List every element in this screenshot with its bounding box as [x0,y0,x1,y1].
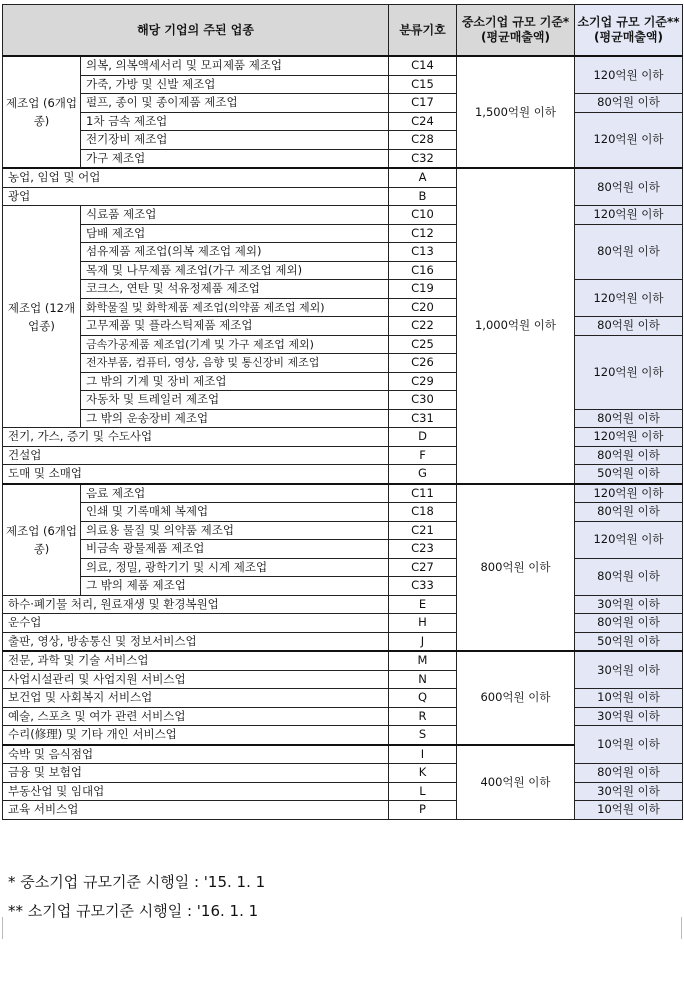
industry-code: S [389,726,457,745]
table-row [3,651,683,670]
industry-code: C14 [389,56,457,75]
industry-code: C28 [389,131,457,150]
medium-criteria: 800억원 이하 [457,484,575,652]
medium-criteria: 400억원 이하 [457,745,575,820]
industry-name: 인쇄 및 기록매체 복제업 [81,503,389,522]
header-small: 소기업 규모 기준** (평균매출액) [575,5,683,57]
industry-name: 광업 [3,187,389,206]
industry-code: C21 [389,521,457,540]
industry-name: 교육 서비스업 [3,801,389,820]
industry-name: 전문, 과학 및 기술 서비스업 [3,651,389,670]
small-criteria: 80억원 이하 [575,614,683,633]
industry-name: 가구 제조업 [81,149,389,168]
footnote-medium: * 중소기업 규모기준 시행일 : '15. 1. 1 [8,873,266,891]
industry-name: 비금속 광물제품 제조업 [81,540,389,559]
small-criteria: 80억원 이하 [575,224,683,280]
small-criteria: 120억원 이하 [575,112,683,168]
small-criteria: 30억원 이하 [575,782,683,801]
industry-code: C33 [389,577,457,596]
small-criteria: 120억원 이하 [575,206,683,225]
industry-name: 보건업 및 사회복지 서비스업 [3,689,389,708]
small-criteria: 30억원 이하 [575,651,683,689]
industry-name: 금융 및 보험업 [3,764,389,783]
industry-code: N [389,670,457,689]
medium-criteria: 1,500억원 이하 [457,56,575,168]
industry-name: 펄프, 종이 및 종이제품 제조업 [81,94,389,113]
industry-name: 의료, 정밀, 광학기기 및 시계 제조업 [81,558,389,577]
industry-code: B [389,187,457,206]
industry-code: C10 [389,206,457,225]
industry-name: 도매 및 소매업 [3,465,389,484]
industry-code: C32 [389,149,457,168]
industry-code: C30 [389,391,457,410]
header-medium: 중소기업 규모 기준* (평균매출액) [457,5,575,57]
small-criteria: 50억원 이하 [575,632,683,651]
industry-code: C18 [389,503,457,522]
table-row [3,726,683,745]
small-criteria: 10억원 이하 [575,726,683,764]
small-criteria: 30억원 이하 [575,595,683,614]
industry-code: A [389,168,457,187]
table-row [3,632,683,651]
small-criteria: 80억원 이하 [575,558,683,595]
small-criteria: 10억원 이하 [575,801,683,820]
industry-name: 출판, 영상, 방송통신 및 정보서비스업 [3,632,389,651]
table-row [3,224,683,243]
table-row [3,94,683,113]
industry-code: C16 [389,261,457,280]
table-row [3,56,683,75]
table-row [3,503,683,522]
industry-code: C19 [389,280,457,299]
small-criteria: 80억원 이하 [575,409,683,428]
industry-name: 고무제품 및 플라스틱제품 제조업 [81,317,389,336]
industry-name: 농업, 임업 및 어업 [3,168,389,187]
small-criteria: 50억원 이하 [575,465,683,484]
industry-code: Q [389,689,457,708]
header-code: 분류기호 [389,5,457,57]
industry-code: C22 [389,317,457,336]
industry-code: E [389,595,457,614]
table-row [3,465,683,484]
table-row [3,782,683,801]
small-criteria: 80억원 이하 [575,503,683,522]
industry-code: F [389,446,457,465]
industry-name: 전기, 가스, 증기 및 수도사업 [3,428,389,447]
industry-name: 전자부품, 컴퓨터, 영상, 음향 및 통신장비 제조업 [81,354,389,373]
table-row [3,707,683,726]
industry-name: 화학물질 및 화학제품 제조업(의약품 제조업 제외) [81,298,389,317]
small-criteria: 80억원 이하 [575,94,683,113]
table-row [3,614,683,633]
industry-name: 식료품 제조업 [81,206,389,225]
table-row [3,168,683,187]
table-row [3,689,683,708]
industry-name: 코크스, 연탄 및 석유정제품 제조업 [81,280,389,299]
industry-name: 그 밖의 기계 및 장비 제조업 [81,372,389,391]
group-label: 제조업 (12개업종) [3,206,81,428]
small-criteria: 120억원 이하 [575,335,683,409]
table-row [3,335,683,354]
industry-name: 섬유제품 제조업(의복 제조업 제외) [81,243,389,262]
industry-name: 그 밖의 제품 제조업 [81,577,389,596]
table-row [3,112,683,131]
industry-name: 전기장비 제조업 [81,131,389,150]
industry-code: D [389,428,457,447]
industry-code: C12 [389,224,457,243]
industry-name: 담배 제조업 [81,224,389,243]
industry-code: C29 [389,372,457,391]
small-criteria: 120억원 이하 [575,484,683,503]
industry-code: C17 [389,94,457,113]
table-row [3,409,683,428]
group-label: 제조업 (6개업종) [3,484,81,596]
medium-criteria: 600억원 이하 [457,651,575,745]
table-row [3,521,683,540]
medium-criteria: 1,000억원 이하 [457,168,575,484]
table-row [3,558,683,577]
industry-name: 의복, 의복액세서리 및 모피제품 제조업 [81,56,389,75]
table-row [3,595,683,614]
industry-code: C31 [389,409,457,428]
industry-code: J [389,632,457,651]
small-criteria: 120억원 이하 [575,428,683,447]
industry-code: C11 [389,484,457,503]
table-row [3,317,683,336]
industry-name: 금속가공제품 제조업(기계 및 가구 제조업 제외) [81,335,389,354]
industry-code: H [389,614,457,633]
industry-code: L [389,782,457,801]
industry-code: G [389,465,457,484]
industry-name: 가죽, 가방 및 신발 제조업 [81,75,389,94]
small-criteria: 120억원 이하 [575,56,683,94]
page-edge-left [2,917,3,939]
industry-code: K [389,764,457,783]
small-criteria: 30억원 이하 [575,707,683,726]
small-criteria: 10억원 이하 [575,689,683,708]
industry-code: C15 [389,75,457,94]
header-row [3,5,683,57]
industry-code: C13 [389,243,457,262]
table-row [3,280,683,299]
industry-name: 운수업 [3,614,389,633]
industry-name: 자동차 및 트레일러 제조업 [81,391,389,410]
header-industry: 해당 기업의 주된 업종 [3,5,389,57]
footnote-small: ** 소기업 규모기준 시행일 : '16. 1. 1 [8,902,259,920]
industry-name: 수리(修理) 및 기타 개인 서비스업 [3,726,389,745]
industry-code: C24 [389,112,457,131]
table-row [3,206,683,225]
industry-name: 하수·폐기물 처리, 원료재생 및 환경복원업 [3,595,389,614]
table-row [3,446,683,465]
industry-code: C27 [389,558,457,577]
small-criteria: 80억원 이하 [575,446,683,465]
small-criteria: 120억원 이하 [575,280,683,317]
industry-name: 부동산업 및 임대업 [3,782,389,801]
table-row [3,484,683,503]
group-label: 제조업 (6개업종) [3,56,81,168]
small-criteria: 80억원 이하 [575,317,683,336]
industry-code: I [389,745,457,764]
industry-name: 숙박 및 음식점업 [3,745,389,764]
industry-name: 목재 및 나무제품 제조업(가구 제조업 제외) [81,261,389,280]
industry-name: 건설업 [3,446,389,465]
table-row [3,764,683,783]
footnotes [8,868,265,926]
page-edge-right [681,917,682,939]
industry-name: 사업시설관리 및 사업지원 서비스업 [3,670,389,689]
table-row [3,801,683,820]
table-row [3,428,683,447]
industry-name: 1차 금속 제조업 [81,112,389,131]
industry-name: 음료 제조업 [81,484,389,503]
small-criteria: 80억원 이하 [575,764,683,783]
industry-code: C23 [389,540,457,559]
industry-name: 그 밖의 운송장비 제조업 [81,409,389,428]
industry-code: P [389,801,457,820]
industry-name: 예술, 스포츠 및 여가 관련 서비스업 [3,707,389,726]
industry-name: 의료용 물질 및 의약품 제조업 [81,521,389,540]
small-criteria: 80억원 이하 [575,168,683,206]
industry-code: C26 [389,354,457,373]
small-criteria: 120억원 이하 [575,521,683,558]
industry-code: R [389,707,457,726]
industry-code: C25 [389,335,457,354]
industry-code: M [389,651,457,670]
industry-code: C20 [389,298,457,317]
size-criteria-table [2,4,683,820]
